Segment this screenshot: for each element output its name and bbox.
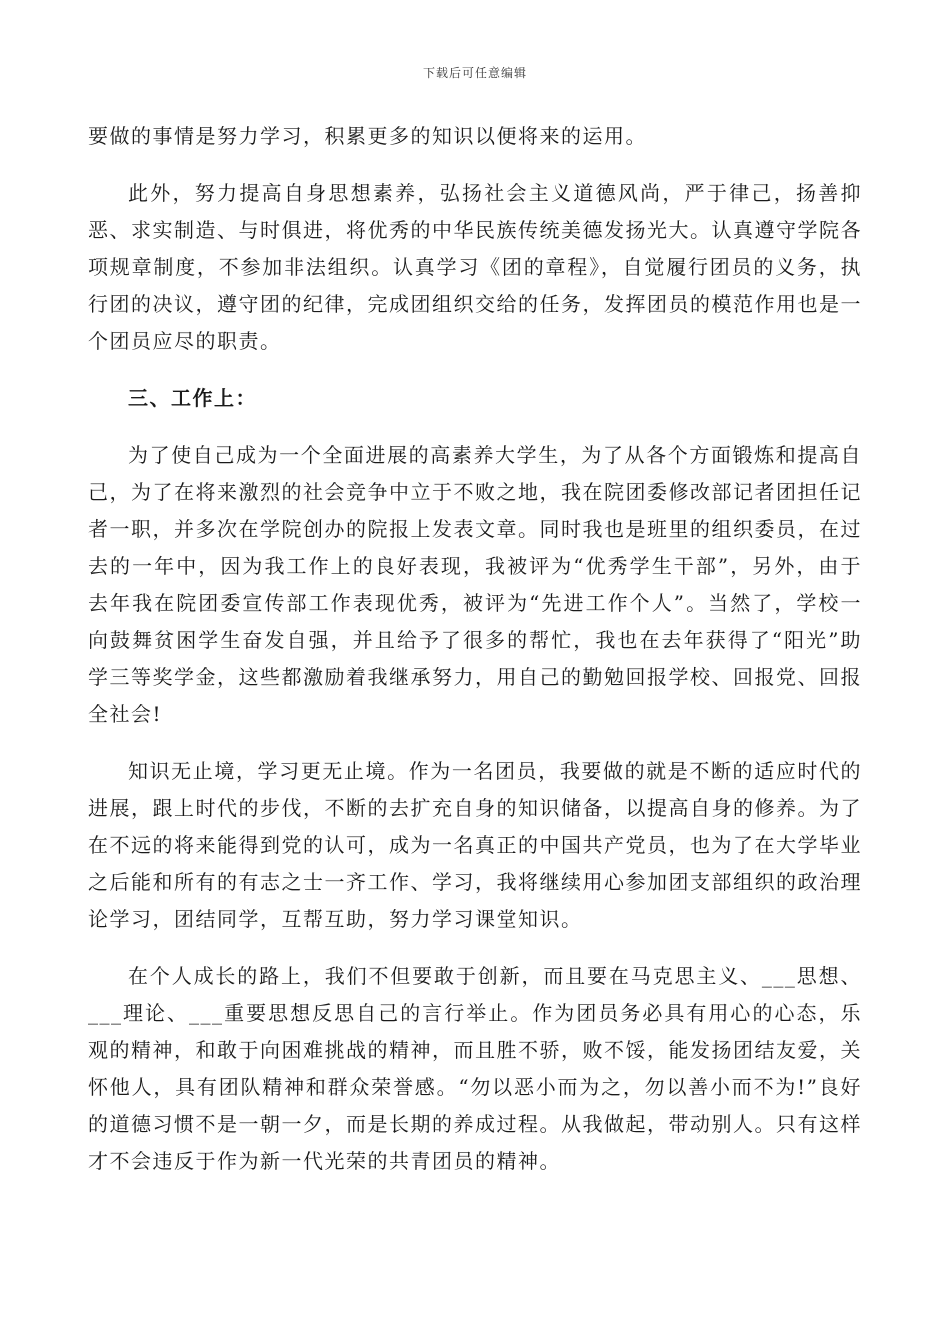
paragraph-learning: 知识无止境，学习更无止境。作为一名团员，我要做的就是不断的适应时代的进展，跟上时代的步伐，不断的去扩充自身的知识储备，以提高自身的修养。为了在不远的将来能得到党的认可，成为一名真正的中国共产党员，也为了在大学毕业之后能和所有的有志之士一齐工作、学习，我将继续用心参加团支部组织的政治理论学习，团结同学，互帮互助，努力学习课堂知识。 (88, 759, 862, 931)
section-heading-work: 三、工作上： (128, 386, 257, 410)
page-header: 下载后可任意编辑 (422, 66, 527, 80)
paragraph-growth: 在个人成长的路上，我们不但要敢于创新，而且要在马克思主义、___思想、___理论、___重要思想反思自己的言行举止。作为团员务必具有用心的心态，乐观的精神，和敢于向困难挑战的精神，而且胜不骄，败不馁，能发扬团结友爱，关怀他人，具有团队精神和群众荣誉感。“勿以恶小而为之，勿以善小而不为!”良好的道德习惯不是一朝一夕，而是长期的养成过程。从我做起，带动别人。只有这样才不会违反于作为新一代光荣的共青团员的精神。 (88, 964, 862, 1173)
paragraph-work: 为了使自己成为一个全面进展的高素养大学生，为了从各个方面锻炼和提高自己，为了在将来激烈的社会竞争中立于不败之地，我在院团委修改部记者团担任记者一职，并多次在学院创办的院报上发表文章。同时我也是班里的组织委员，在过去的一年中，因为我工作上的良好表现，我被评为“优秀学生干部”，另外，由于去年我在院团委宣传部工作表现优秀，被评为“先进工作个人”。当然了，学校一向鼓舞贫困学生奋发自强，并且给予了很多的帮忙，我也在去年获得了“阳光”助学三等奖学金，这些都激励着我继承努力，用自己的勤勉回报学校、回报党、回报全社会! (88, 443, 862, 726)
document-body (88, 118, 862, 1200)
paragraph-ideology: 此外，努力提高自身思想素养，弘扬社会主义道德风尚，严于律己，扬善抑恶、求实制造、与时俱进，将优秀的中华民族传统美德发扬光大。认真遵守学院各项规章制度，不参加非法组织。认真学习《团的章程》，自觉履行团员的义务，执行团的决议，遵守团的纪律，完成团组织交给的任务，发挥团员的模范作用也是一个团员应尽的职责。 (88, 181, 862, 353)
paragraph-continuation: 要做的事情是努力学习，积累更多的知识以便将来的运用。 (88, 124, 647, 148)
